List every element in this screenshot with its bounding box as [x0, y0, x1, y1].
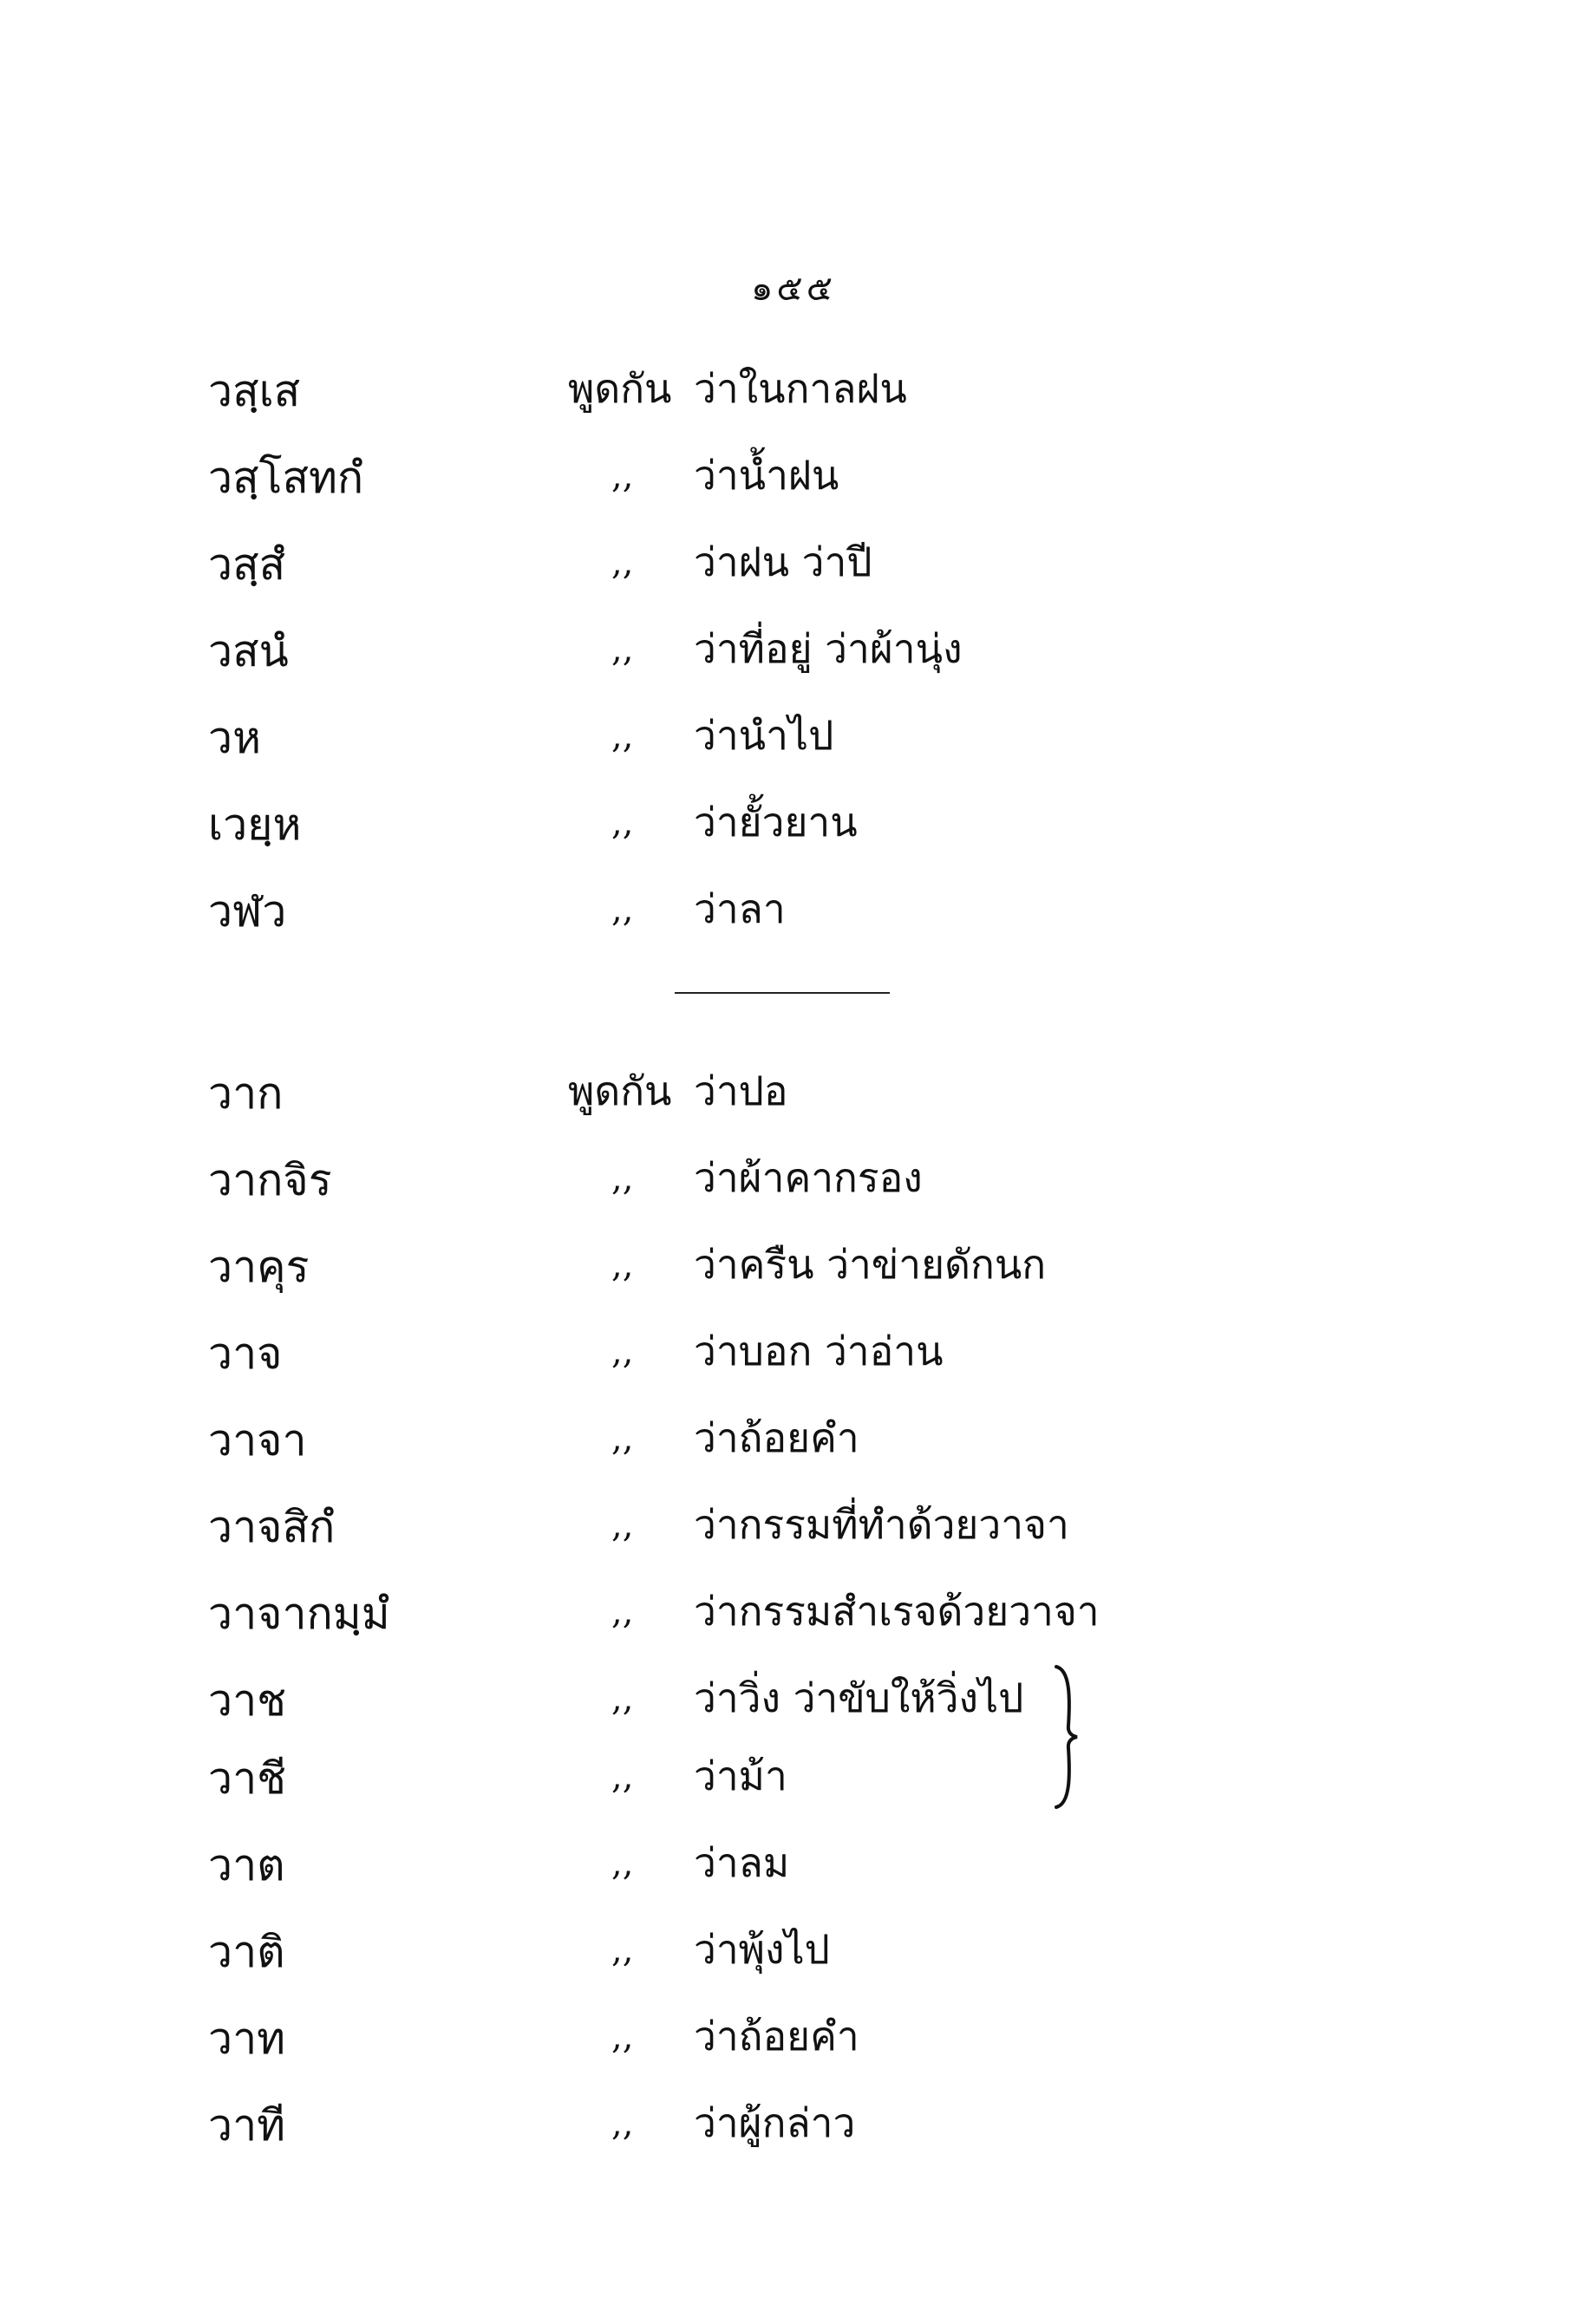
entry-term: วสฺเส	[208, 366, 301, 416]
entry-term: วาช	[208, 1675, 287, 1726]
entry-gloss: ว่าผู้กล่าว	[694, 2099, 856, 2146]
entry-term: วาติ	[208, 1927, 285, 1977]
entry-term: วสฺโสทกํ	[208, 453, 364, 503]
entry-term: วาจากมฺมํ	[208, 1589, 390, 1639]
entry	[0, 1233, 1587, 1320]
ditto-mark: ,,	[611, 716, 634, 756]
ditto-mark: ,,	[611, 1757, 634, 1797]
ditto-mark: ,,	[611, 1505, 634, 1545]
entry-term: วาท	[208, 2014, 286, 2064]
entry	[0, 617, 1587, 704]
entry	[0, 1146, 1587, 1233]
entry	[0, 2092, 1587, 2178]
entry-gloss: ว่าบอก ว่าอ่าน	[694, 1328, 944, 1374]
entry-term: วาก	[208, 1068, 284, 1119]
entry-gloss: ว่าลม	[694, 1839, 790, 1886]
entry	[0, 1831, 1587, 1918]
entry	[0, 1745, 1587, 1831]
entry-term: วาต	[208, 1840, 285, 1890]
entry	[0, 357, 1587, 444]
grouping-brace	[1051, 1663, 1086, 1811]
entry-gloss: ว่าในกาลฝน	[694, 365, 907, 412]
ditto-mark: ,,	[611, 543, 634, 583]
ditto-mark: ,,	[611, 1332, 634, 1372]
entry-term: วากจิร	[208, 1155, 332, 1205]
page-number: ๑๕๕	[751, 269, 836, 309]
entry	[0, 1667, 1587, 1753]
entry-term: วาคุร	[208, 1242, 310, 1292]
entry-gloss: ว่าลา	[694, 885, 786, 932]
entry-term: วาจ	[208, 1328, 283, 1379]
entry-term: วห	[208, 713, 262, 763]
entry	[0, 704, 1587, 791]
ditto-mark: ,,	[611, 2104, 634, 2144]
entry	[0, 1407, 1587, 1493]
ditto-mark: ,,	[611, 890, 634, 930]
entry-gloss: ว่าที่อยู่ ว่าผ้านุ่ง	[694, 625, 963, 672]
entry	[0, 1580, 1587, 1667]
entry-term: วสฺสํ	[208, 539, 286, 590]
entry-gloss: ว่าถ้อยคำ	[694, 1414, 859, 1461]
entry-gloss: ว่าม้า	[694, 1753, 787, 1799]
entry	[0, 1060, 1587, 1146]
entry-gloss: ว่าถ้อยคำ	[694, 2013, 859, 2060]
ditto-mark: ,,	[611, 803, 634, 843]
ditto-mark: ,,	[611, 1159, 634, 1198]
entry-gloss: ว่าวิ่ง ว่าขับให้วิ่งไป	[694, 1674, 1024, 1721]
entry-gloss: ว่ายั้วยาน	[694, 799, 858, 845]
entry-term: วสนํ	[208, 626, 289, 676]
ditto-mark: ,,	[611, 2017, 634, 2057]
entry-gloss: ว่าครืน ว่าข่ายดักนก	[694, 1241, 1047, 1288]
entry-gloss: ว่ากรรมสำเรจด้วยวาจา	[694, 1588, 1100, 1635]
ditto-mark: ,,	[611, 1844, 634, 1883]
ditto-mark: ,,	[611, 1419, 634, 1459]
entry-gloss: ว่าผ้าคากรอง	[694, 1154, 923, 1201]
ditto-mark: ,,	[611, 1930, 634, 1970]
entry-gloss: ว่าฝน ว่าปี	[694, 539, 872, 585]
entry-term: วาจสิกํ	[208, 1502, 336, 1552]
entry	[0, 791, 1587, 878]
entry-gloss: ว่ากรรมที่ทำด้วยวาจา	[694, 1501, 1069, 1548]
ditto-mark: ,,	[611, 1245, 634, 1285]
entry-term: วฬว	[208, 886, 287, 937]
section-divider	[675, 992, 890, 994]
entry-term: เวยฺห	[208, 800, 302, 850]
entry	[0, 1918, 1587, 2005]
entry	[0, 878, 1587, 964]
entry-term: วาชี	[208, 1753, 287, 1804]
entry-prefix: พูดกัน	[568, 1067, 672, 1114]
entry	[0, 531, 1587, 617]
ditto-mark: ,,	[611, 456, 634, 496]
entry	[0, 444, 1587, 531]
ditto-mark: ,,	[611, 630, 634, 669]
entry-gloss: ว่าปอ	[694, 1067, 788, 1114]
entry-term: วาจา	[208, 1415, 307, 1466]
entry-term: วาที	[208, 2100, 286, 2151]
ditto-mark: ,,	[611, 1679, 634, 1719]
entry	[0, 1493, 1587, 1580]
entry-gloss: ว่านำไป	[694, 712, 834, 759]
entry-gloss: ว่าพุ้งไป	[694, 1926, 830, 1973]
entry	[0, 1320, 1587, 1407]
ditto-mark: ,,	[611, 1592, 634, 1632]
entry-prefix: พูดกัน	[568, 365, 672, 412]
entry-gloss: ว่าน้ำฝน	[694, 452, 839, 499]
entry	[0, 2005, 1587, 2092]
